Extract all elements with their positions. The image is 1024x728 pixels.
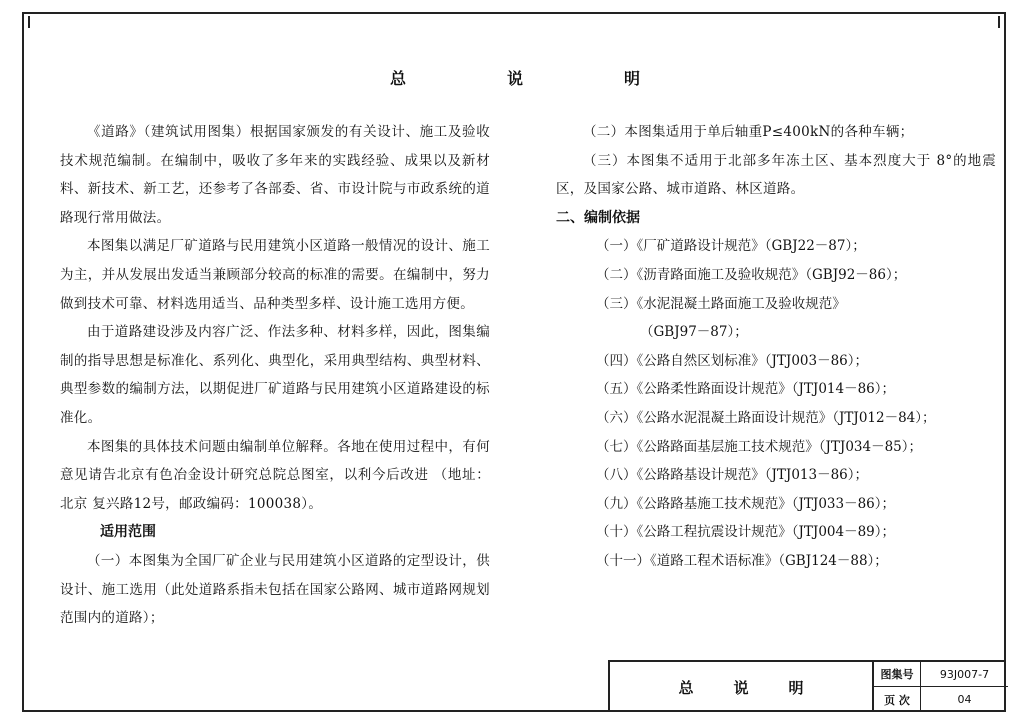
standard-item: （一）《厂矿道路设计规范》（GBJ22－87）；	[596, 238, 866, 255]
frame-tick	[28, 16, 35, 28]
title-block	[608, 660, 1006, 712]
section-heading: 二、编制依据	[556, 209, 640, 226]
standard-item: （六）《公路水泥混凝土路面设计规范》（JTJ012－84）；	[596, 409, 936, 426]
title-block-grid	[872, 662, 1008, 712]
title-block-title	[610, 662, 872, 712]
page-title	[390, 66, 640, 89]
left-column	[60, 118, 490, 633]
standard-item: （GBJ97－87）；	[640, 324, 748, 341]
paragraph: 本图集以满足厂矿道路与民用建筑小区道路一般情况的设计、施工为主，并从发展出发适当兼顾部分较高的标准的需要。在编制中，努力做到技术可靠、材料选用适当、品种类型多样、设计施工选用方便。	[60, 238, 490, 312]
standard-item: （九）《公路路基施工技术规范》（JTJ033－86）；	[596, 495, 896, 512]
paragraph: 由于道路建设涉及内容广泛、作法多种、材料多样，因此，图集编制的指导思想是标准化、系列化、典型化，采用典型结构、典型材料、典型参数的编制方法，以期促进厂矿道路与民用建筑小区道路建设的标准化。	[60, 324, 490, 426]
paragraph: 《道路》（建筑试用图集）根据国家颁发的有关设计、施工及验收技术规范编制。在编制中，吸收了多年来的实践经验、成果以及新材料、新技术、新工艺，还参考了各部委、省、市设计院与市政系统的道路现行常用做法。	[60, 124, 490, 226]
standard-item: （三）《水泥混凝土路面施工及验收规范》	[596, 295, 846, 312]
page-label: 页 次	[874, 687, 921, 712]
section-heading: 适用范围	[100, 524, 156, 541]
title-char: 总	[390, 69, 407, 88]
scope-item: （三）本图集不适用于北部多年冻土区、基本烈度大于 8°的地震区，及国家公路、城市道路、林区道路。	[556, 152, 996, 198]
title-block-char: 说	[733, 678, 749, 697]
atlas-label: 图集号	[874, 662, 921, 686]
standard-item: （四）《公路自然区划标准》（JTJ003－86）；	[596, 352, 869, 369]
frame-tick	[998, 16, 1005, 28]
standard-item: （五）《公路柔性路面设计规范》（JTJ014－86）；	[596, 381, 896, 398]
standard-item: （二）《沥青路面施工及验收规范》（GBJ92－86）；	[596, 266, 907, 283]
scope-item: （一）本图集为全国厂矿企业与民用建筑小区道路的定型设计，供设计、施工选用（此处道路系指未包括在国家公路网、城市道路网规划范围内的道路）；	[60, 552, 490, 627]
page-number: 04	[957, 693, 972, 706]
scope-item: （二）本图集适用于单后轴重P≤400kN的各种车辆；	[583, 124, 914, 140]
atlas-row	[874, 662, 1008, 687]
title-char: 明	[623, 69, 640, 88]
page-row	[874, 687, 1008, 712]
atlas-number: 93J007-7	[939, 667, 990, 681]
title-block-char: 总	[678, 678, 694, 697]
standard-item: （十）《公路工程抗震设计规范》（JTJ004－89）；	[596, 524, 896, 541]
standard-item: （七）《公路路面基层施工技术规范》（JTJ034－85）；	[596, 438, 923, 455]
paragraph: 本图集的具体技术问题由编制单位解释。各地在使用过程中，有何意见请告北京有色冶金设计研究总院总图室，以利今后改进 （地址：北京 复兴路12号，邮政编码：100038）。	[60, 438, 490, 512]
standard-item: （八）《公路路基设计规范》（JTJ013－86）；	[596, 467, 869, 484]
title-char: 说	[506, 69, 523, 88]
right-column	[556, 118, 996, 576]
standard-item: （十一）《道路工程术语标准》（GBJ124－88）；	[596, 552, 888, 569]
title-block-char: 明	[788, 678, 804, 697]
